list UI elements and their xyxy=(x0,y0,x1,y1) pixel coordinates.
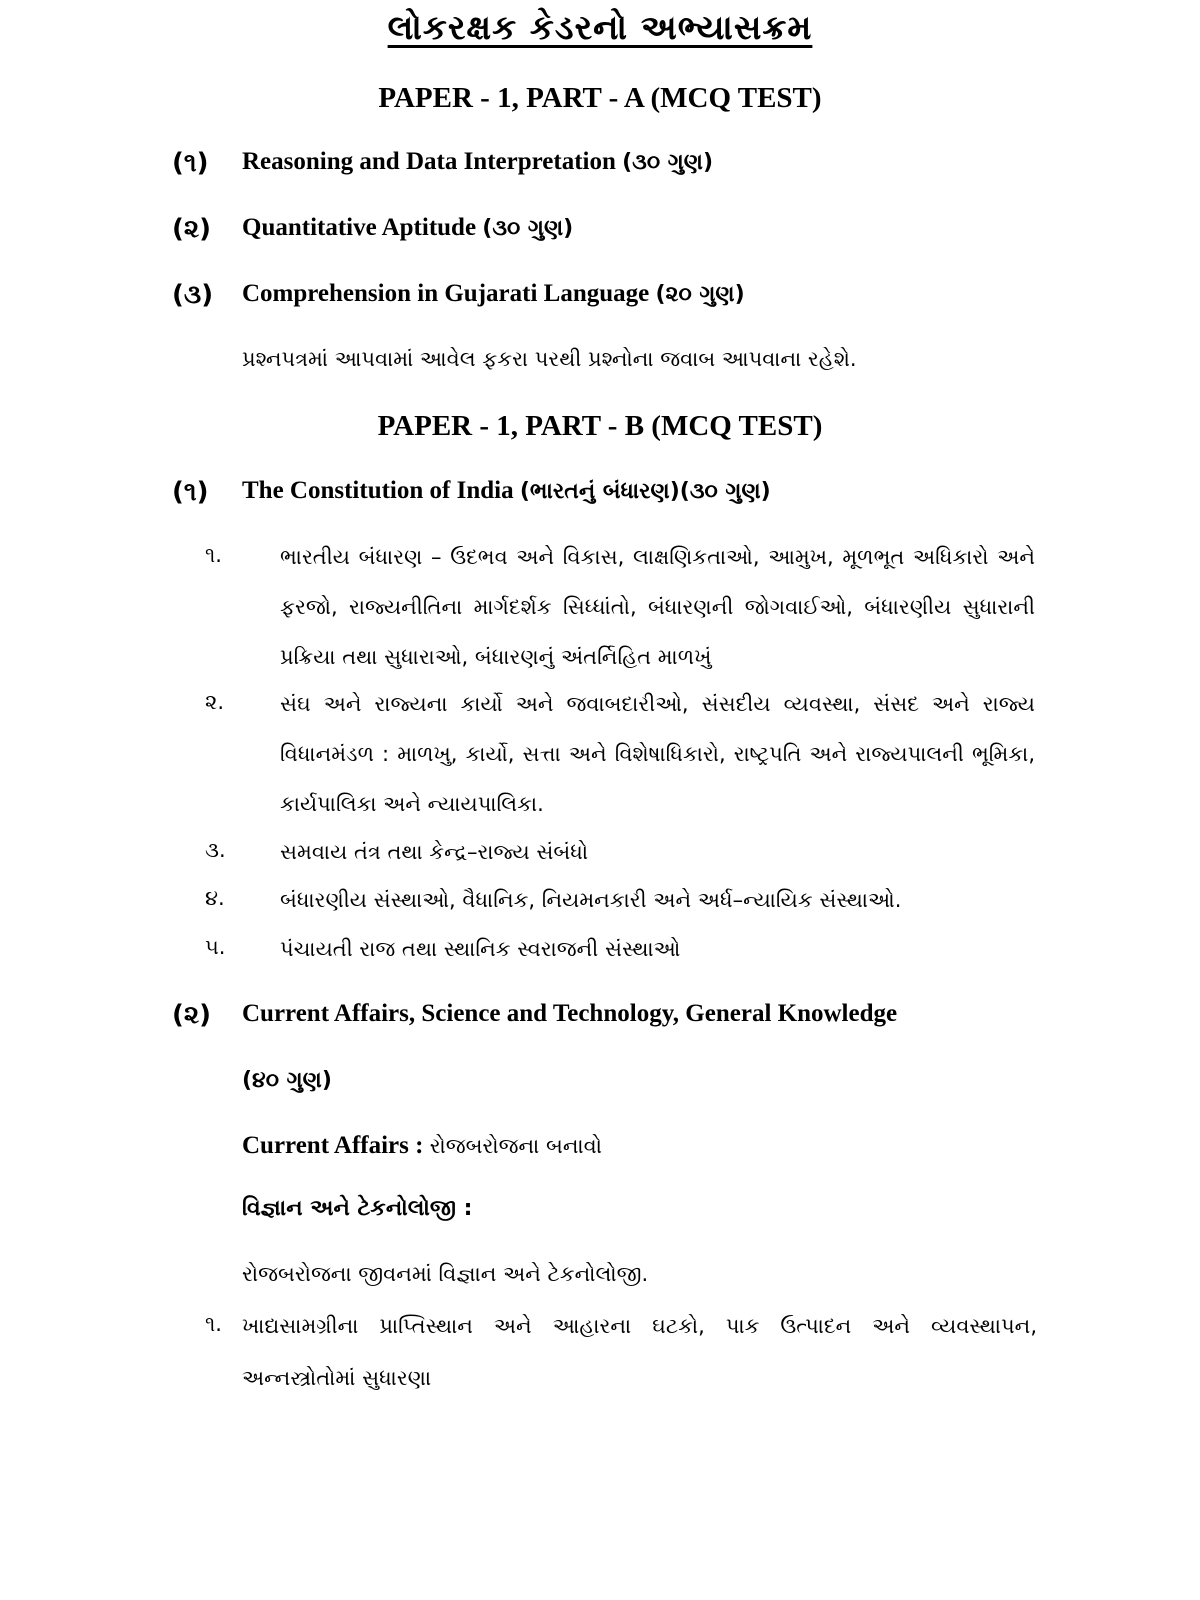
science-point-1: ખાદ્યસામગ્રીના પ્રાપ્તિસ્થાન અને આહારના ઘટકો, પાક ઉત્પાદન અને વ્યવસ્થાપન, અન્નસ્ત્રોતોમાં સુધારણા xyxy=(242,1314,1037,1390)
part-b-heading: PAPER - 1, PART - B (MCQ TEST) xyxy=(377,410,823,442)
constitution-point-3-number: ૩. xyxy=(205,838,226,862)
constitution-point-2: સંઘ અને રાજ્યના કાર્યો અને જવાબદારીઓ, સંસદીય વ્યવસ્થા, સંસદ અને રાજ્ય વિધાનમંડળ : માળખુ, કાર્યો, સત્તા અને વિશેષાધિકારો, રાષ્ટ્રપતિ અને રાજ્યપાલની ભૂમિકા, કાર્યપાલિકા અને ન્યાયપાલિકા. xyxy=(280,692,1035,816)
current-affairs-text: રોજબરોજના બનાવો xyxy=(429,1134,602,1158)
part-b-item-1-label-gujarati: (ભારતનું બંધારણ) xyxy=(519,479,680,504)
part-a-item-3-label: Comprehension in Gujarati Language xyxy=(242,280,650,307)
part-b-item-1-number: (૧) xyxy=(172,477,209,507)
constitution-point-4-number: ૪. xyxy=(205,886,225,910)
constitution-point-4: બંધારણીય સંસ્થાઓ, વૈધાનિક, નિયમનકારી અને અર્ધ–ન્યાયિક સંસ્થાઓ. xyxy=(280,888,902,912)
part-a-item-3-number: (૩) xyxy=(172,280,214,310)
part-b-item-1 xyxy=(242,477,771,505)
part-a-item-2-number: (૨) xyxy=(172,214,212,244)
constitution-point-1-number: ૧. xyxy=(205,543,222,567)
part-a-item-1 xyxy=(242,148,713,176)
constitution-point-1: ભારતીય બંધારણ – ઉદભવ અને વિકાસ, લાક્ષણિકતાઓ, આમુખ, મૂળભૂત અધિકારો અને ફરજો, રાજ્યનીતિના માર્ગદર્શક સિધ્ધાંતો, બંધારણની જોગવાઈઓ, બંધારણીય સુધારાની પ્રક્રિયા તથા સુધારાઓ, બંધારણનું અંતર્નિહિત માળખું xyxy=(280,545,1035,669)
constitution-point-5: પંચાયતી રાજ તથા સ્થાનિક સ્વરાજની સંસ્થાઓ xyxy=(280,937,681,961)
science-intro: રોજબરોજના જીવનમાં વિજ્ઞાન અને ટેકનોલોજી. xyxy=(242,1262,649,1286)
part-a-heading: PAPER - 1, PART - A (MCQ TEST) xyxy=(378,82,822,114)
part-a-item-3-marks: (૨૦ ગુણ) xyxy=(655,282,745,307)
part-a-item-2-marks: (૩૦ ગુણ) xyxy=(482,216,574,241)
science-heading: વિજ્ઞાન અને ટેકનોલોજી : xyxy=(242,1196,473,1221)
part-a-item-2-label: Quantitative Aptitude xyxy=(242,214,477,241)
constitution-point-2-number: ૨. xyxy=(205,690,225,714)
science-point-1-number: ૧. xyxy=(205,1312,222,1336)
page-title: લોકરક્ષક કેડરનો અભ્યાસક્રમ xyxy=(387,8,813,48)
part-b-item-2-label: Current Affairs, Science and Technology, General Knowledge xyxy=(242,1000,898,1027)
part-a-item-1-marks: (૩૦ ગુણ) xyxy=(622,150,714,175)
part-a-item-1-number: (૧) xyxy=(172,148,209,178)
constitution-point-3: સમવાય તંત્ર તથા કેન્દ્ર–રાજ્ય સંબંધો xyxy=(280,840,589,864)
part-b-item-1-label: The Constitution of India xyxy=(242,477,514,504)
current-affairs-label: Current Affairs : xyxy=(242,1132,424,1159)
constitution-point-5-number: ૫. xyxy=(205,935,226,959)
part-a-item-2 xyxy=(242,214,573,242)
part-a-note: પ્રશ્નપત્રમાં આપવામાં આવેલ ફકરા પરથી પ્રશ્નોના જવાબ આપવાના રહેશે. xyxy=(242,347,857,371)
part-b-item-2-number: (૨) xyxy=(172,1000,212,1030)
part-a-item-3 xyxy=(242,280,745,308)
part-b-item-2-marks: (૪૦ ગુણ) xyxy=(242,1068,332,1093)
current-affairs-line xyxy=(242,1132,602,1160)
part-a-item-1-label: Reasoning and Data Interpretation xyxy=(242,148,616,175)
part-b-item-1-marks: (૩૦ ગુણ) xyxy=(679,479,771,504)
